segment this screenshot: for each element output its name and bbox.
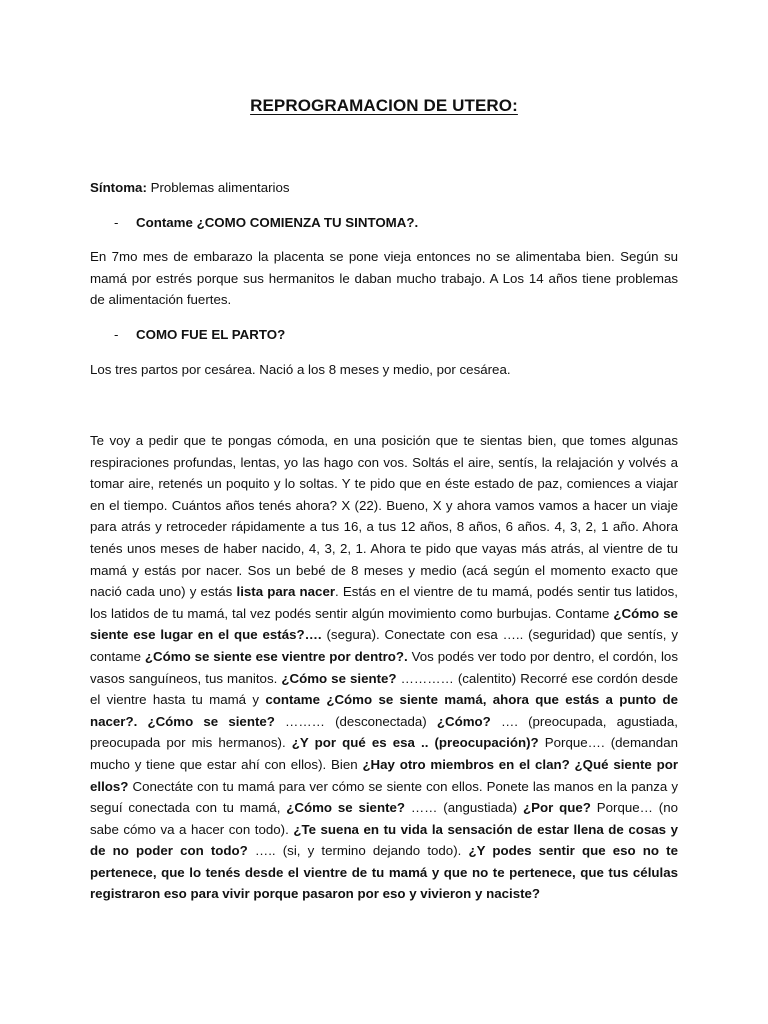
bold-question-segment: ¿Hay otro miembros en el clan? ¿Qué siente por ellos? (90, 756, 678, 794)
bold-question-segment: ¿Y podes sentir que eso no te pertenece, que lo tenés desde el vientre de tu mamá y que no te pertenece, que tus células registraron eso para vivir porque pasaron por eso y vivieron y naciste? (90, 843, 678, 902)
bold-question-segment: ¿Y por qué es esa .. (preocupación)? (291, 735, 539, 751)
paragraph-partos: Los tres partos por cesárea. Nació a los 8 meses y medio, por cesárea. (90, 362, 511, 377)
question-parto-text: COMO FUE EL PARTO? (136, 327, 286, 342)
bold-question-segment: ¿Te suena en tu vida la sensación de estar llena de cosas y de no poder con todo? (90, 821, 678, 859)
bullet-dash: - (114, 215, 119, 230)
paragraph-reprogramacion (90, 430, 678, 905)
text-segment: Te voy a pedir que te pongas cómoda, en una posición que te sientas bien, que tomes algunas respiraciones profundas, lentas, yo las hago con vos. Soltás el aire, sentís, la relajación y volvés a tomar aire, retenés un poquito y lo soltas. Y te pido que en éste estado de paz, comiences a viajar en el tiempo. Cuántos años tenés ahora? X (22). Bueno, X y ahora vamos vamos a hacer un viaje para atrás y retroceder rápidamente a tus 16, a tus 12 años, 8 años, 6 años. 4, 3, 2, 1 año. Ahora tenés unos meses de haber nacido, 4, 3, 2, 1. Ahora te pido que vayas más atrás, al vientre de tu mamá y estás por nacer. Sos un bebé de 8 meses y medio (acá según el momento exacto que nació cada uno) y estás (90, 433, 678, 600)
text-segment: …… (angustiada) (405, 800, 524, 816)
bold-question-segment: ¿Cómo se siente ese lugar en el que estás?…. (90, 605, 678, 643)
text-segment: ………… (calentito) Recorré ese cordón desde el vientre hasta tu mamá y (90, 670, 678, 708)
sintoma-label: Síntoma: (90, 180, 147, 195)
text-segment: ……… (desconectada) (274, 713, 437, 729)
bold-question-segment: ¿Cómo se siente ese vientre por dentro?. (144, 648, 408, 664)
text-segment: ….. (si, y termino dejando todo). (247, 843, 469, 859)
text-segment: Vos podés ver todo por dentro, el cordón, los vasos sanguíneos, tus manitos. (90, 648, 678, 686)
bullet-dash: - (114, 327, 119, 342)
text-segment: Porque…. (demandan mucho y tiene que estar ahí con ellos). Bien (90, 735, 678, 772)
bold-question-segment: ¿Cómo se siente? (286, 800, 406, 816)
sintoma-value: Problemas alimentarios (146, 180, 290, 195)
question-comienzo-text: Contame ¿COMO COMIENZA TU SINTOMA?. (136, 215, 419, 230)
bold-question-segment: ¿Cómo? (436, 713, 491, 729)
text-segment: Conectáte con tu mamá para ver cómo se siente con ellos. Ponete las manos en la panza y seguí conectada con tu mamá, (90, 778, 678, 816)
bold-question-segment: lista para nacer (236, 584, 336, 600)
text-segment: . Estás en el vientre de tu mamá, podés sentir tus latidos, los latidos de tu mamá, tal vez podés sentir algún movimiento como burbujas. Contame (90, 584, 678, 621)
question-parto (114, 324, 285, 346)
text-segment: (segura). Conectate con esa ….. (seguridad) que sentís, y contame (90, 627, 678, 664)
question-comienzo (114, 212, 418, 234)
bold-question-segment: ¿Cómo se siente? (281, 670, 397, 686)
bold-question-segment: contame ¿Cómo se siente mamá, ahora que estás a punto de nacer?. ¿Cómo se siente? (90, 692, 678, 729)
document-title: REPROGRAMACION DE UTERO: (250, 96, 518, 115)
paragraph-embarazo: En 7mo mes de embarazo la placenta se pone vieja entonces no se alimentaba bien. Según su mamá por estrés porque sus hermanitos le daban mucho trabajo. A Los 14 años tiene problemas de alimentación fuertes. (90, 249, 678, 308)
bold-question-segment: ¿Por que? (523, 800, 591, 816)
text-segment: …. (preocupada, agustiada, preocupada por mis hermanos). (90, 713, 678, 751)
text-segment: Porque… (no sabe cómo va a hacer con todo). (90, 800, 678, 837)
sintoma-line (90, 177, 678, 199)
